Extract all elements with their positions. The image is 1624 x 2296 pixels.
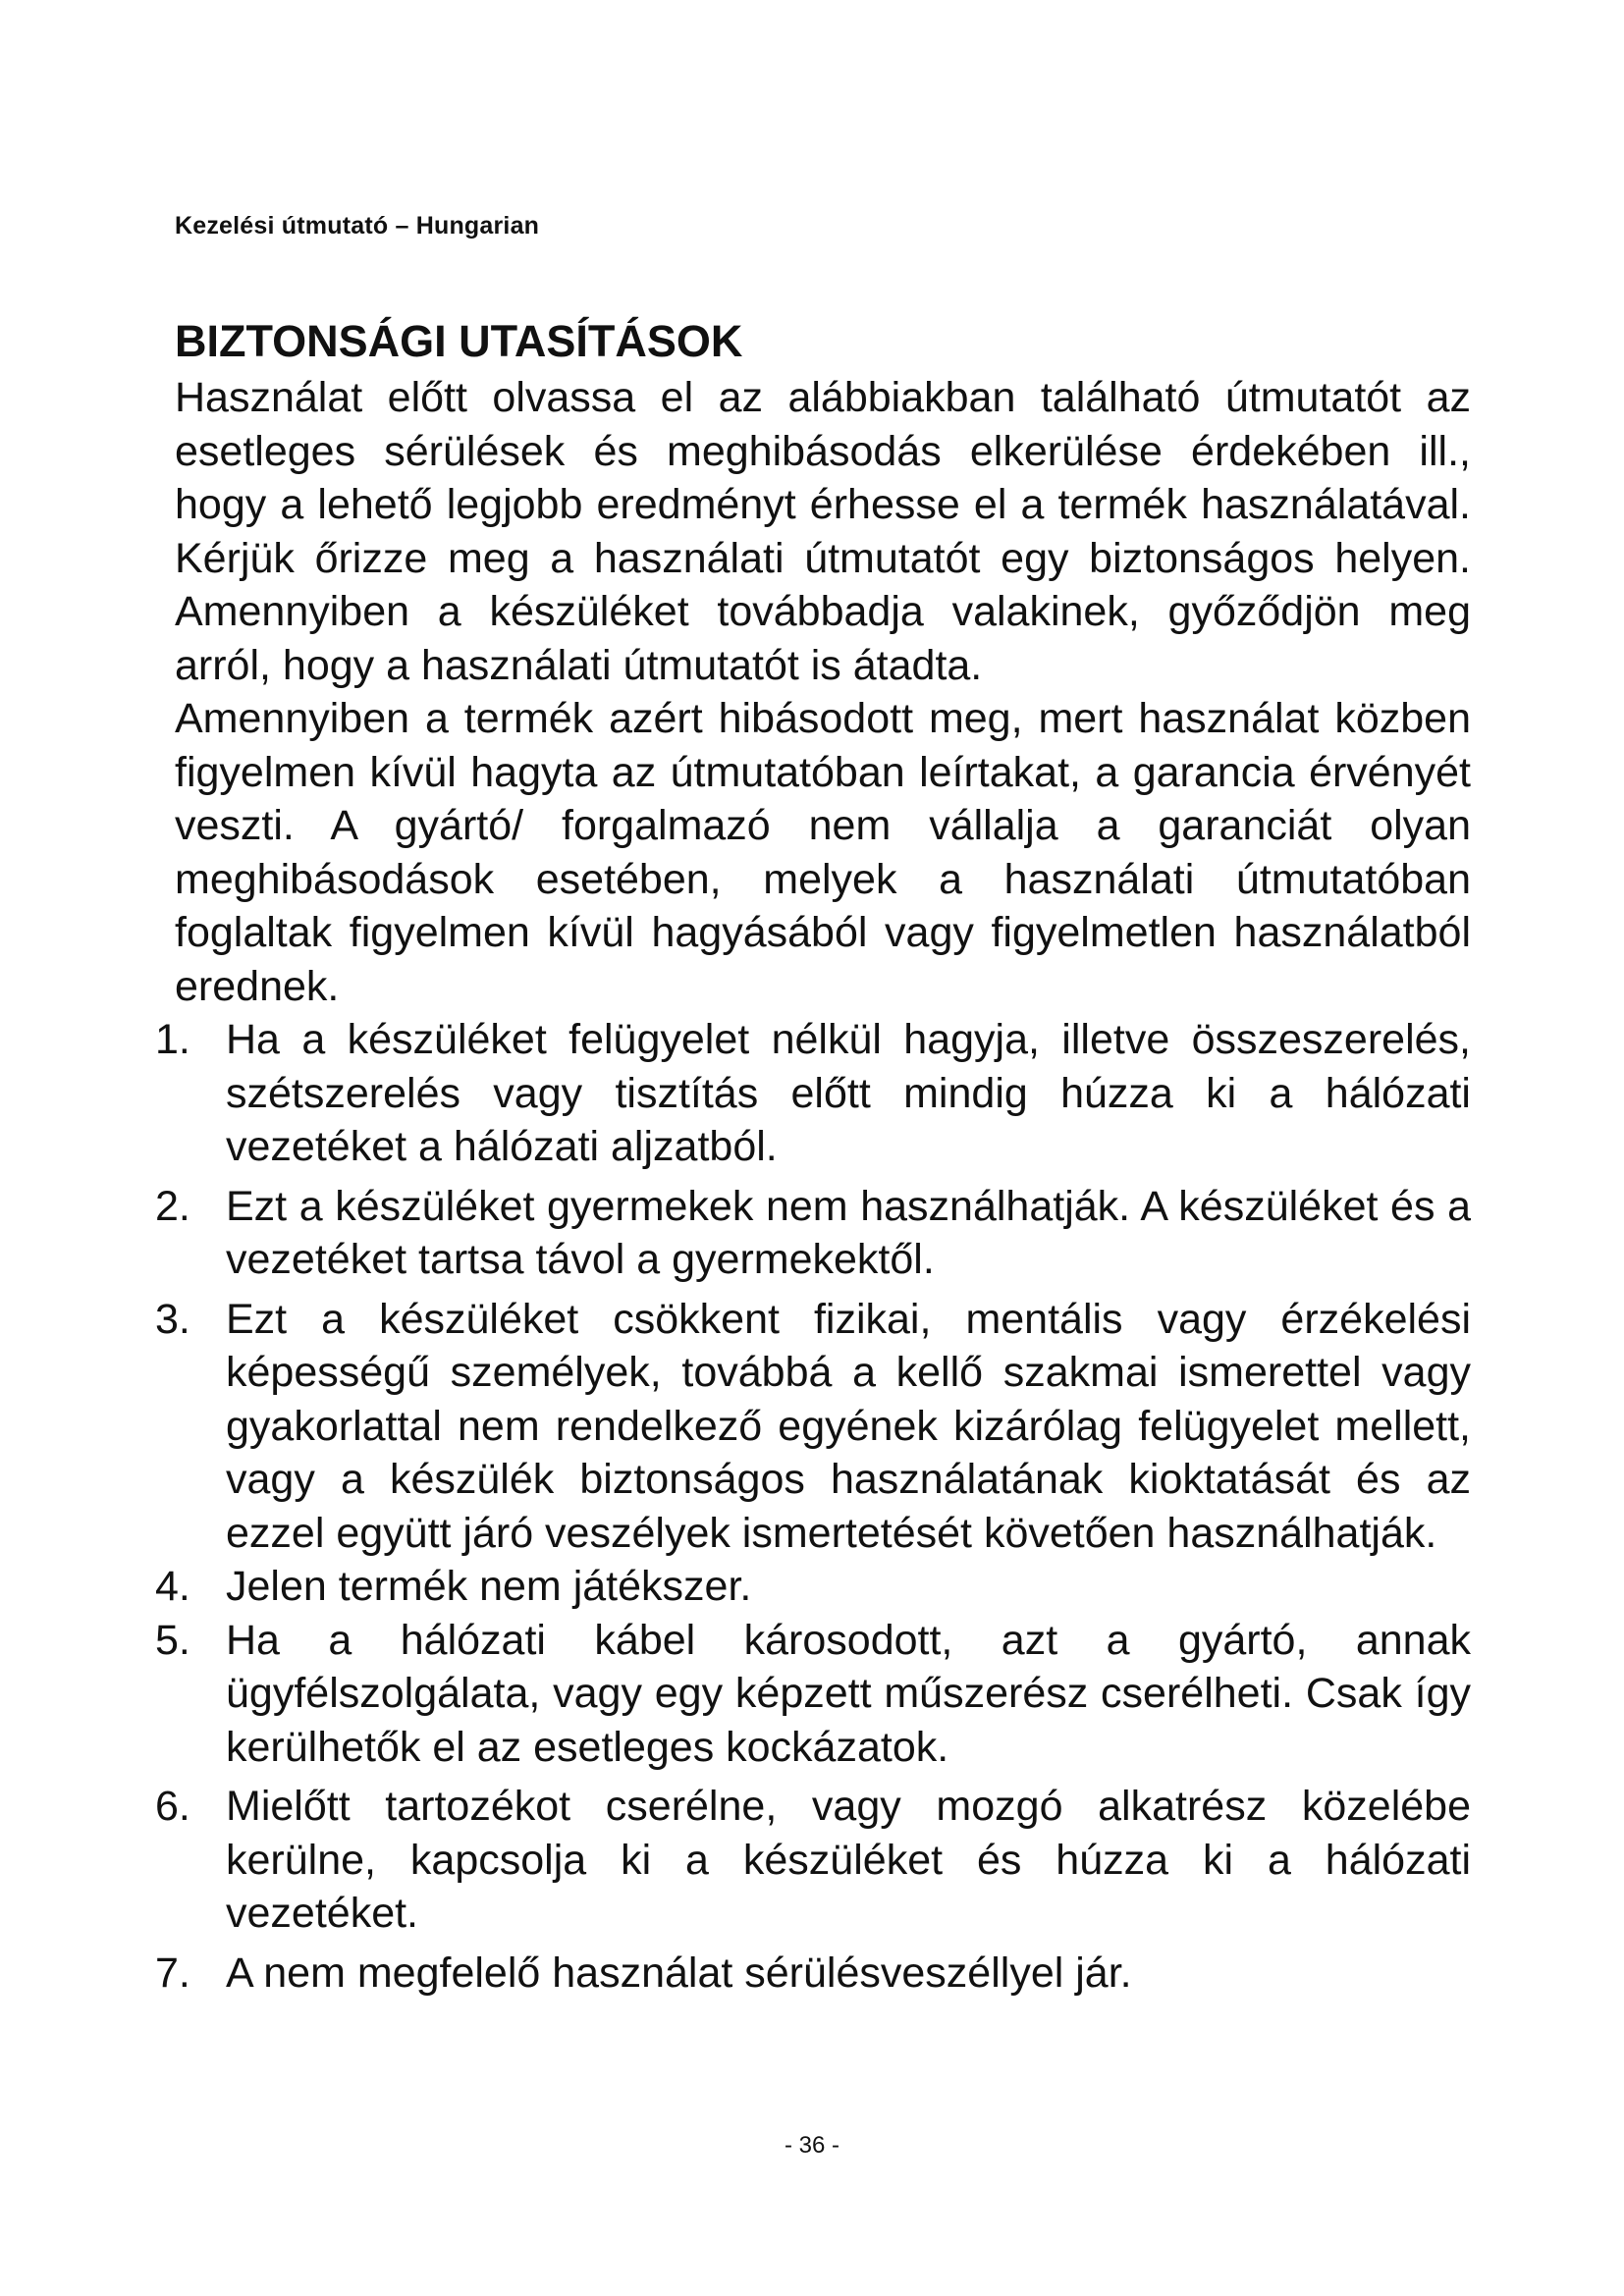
list-item-text: Ezt a készüléket csökkent fizikai, mentális vagy érzékelési képességű személyek, továbbá a kellő szakmai ismerettel vagy gyakorlattal nem rendelkező egyének kizárólag felügyelet mellett, vagy a készülék biztonságos használatának kioktatását és az ezzel együtt járó veszélyek ismertetését követően használhatják. (226, 1295, 1471, 1557)
list-item (155, 1947, 1471, 2001)
list-item (155, 1293, 1471, 1561)
list-item-number: 6. (155, 1783, 190, 1830)
section-title: BIZTONSÁGI UTASÍTÁSOK (175, 316, 743, 366)
list-item (155, 1013, 1471, 1174)
list-item-number: 7. (155, 1949, 190, 1997)
list-item-text: A nem megfelelő használat sérülésveszéllyel jár. (226, 1949, 1132, 1997)
list-item (155, 1180, 1471, 1287)
list-item-number: 4. (155, 1563, 190, 1610)
list-item-text: Jelen termék nem játékszer. (226, 1563, 752, 1610)
page-header: Kezelési útmutató – Hungarian (175, 212, 540, 240)
intro-paragraph: Használat előtt olvassa el az alábbiakban található útmutatót az esetleges sérülések és meghibásodás elkerülése érdekében ill., hogy a lehető legjobb eredményt érhesse el a termék használatával. Kérjük őrizze meg a használati útmutatót egy biztonságos helyen. Amennyiben a készüléket továbbadja valakinek, győződjön meg arról, hogy a használati útmutatót is átadta. (175, 374, 1471, 689)
list-item-number: 1. (155, 1016, 190, 1063)
safety-instruction-list (155, 1013, 1471, 2000)
list-item (155, 1614, 1471, 1775)
page-number: - 36 - (784, 2132, 839, 2159)
list-item-number: 3. (155, 1295, 190, 1343)
list-item-text: Ezt a készüléket gyermekek nem használhatják. A készüléket és a vezetéket tartsa távol a gyermekektől. (226, 1182, 1471, 1283)
warranty-paragraph: Amennyiben a termék azért hibásodott meg, mert használat közben figyelmen kívül hagyta az útmutatóban leírtakat, a garancia érvényét veszti. A gyártó/ forgalmazó nem vállalja a garanciát olyan meghibásodások esetében, melyek a használati útmutatóban foglaltak figyelmen kívül hagyásából vagy figyelmetlen használatból erednek. (175, 695, 1471, 1010)
list-item-text: Ha a hálózati kábel károsodott, azt a gyártó, annak ügyfélszolgálata, vagy egy képzett műszerész cserélheti. Csak így kerülhetők el az esetleges kockázatok. (226, 1616, 1471, 1771)
list-item-text: Mielőtt tartozékot cserélne, vagy mozgó alkatrész közelébe kerülne, kapcsolja ki a készüléket és húzza ki a hálózati vezetéket. (226, 1783, 1471, 1937)
list-item-number: 5. (155, 1616, 190, 1664)
list-item-text: Ha a készüléket felügyelet nélkül hagyja, illetve összeszerelés, szétszerelés vagy tisztítás előtt mindig húzza ki a hálózati vezetéket a hálózati aljzatból. (226, 1016, 1471, 1170)
list-item-number: 2. (155, 1182, 190, 1230)
list-item (155, 1780, 1471, 1941)
list-item (155, 1560, 1471, 1614)
document-body (155, 312, 1471, 2000)
